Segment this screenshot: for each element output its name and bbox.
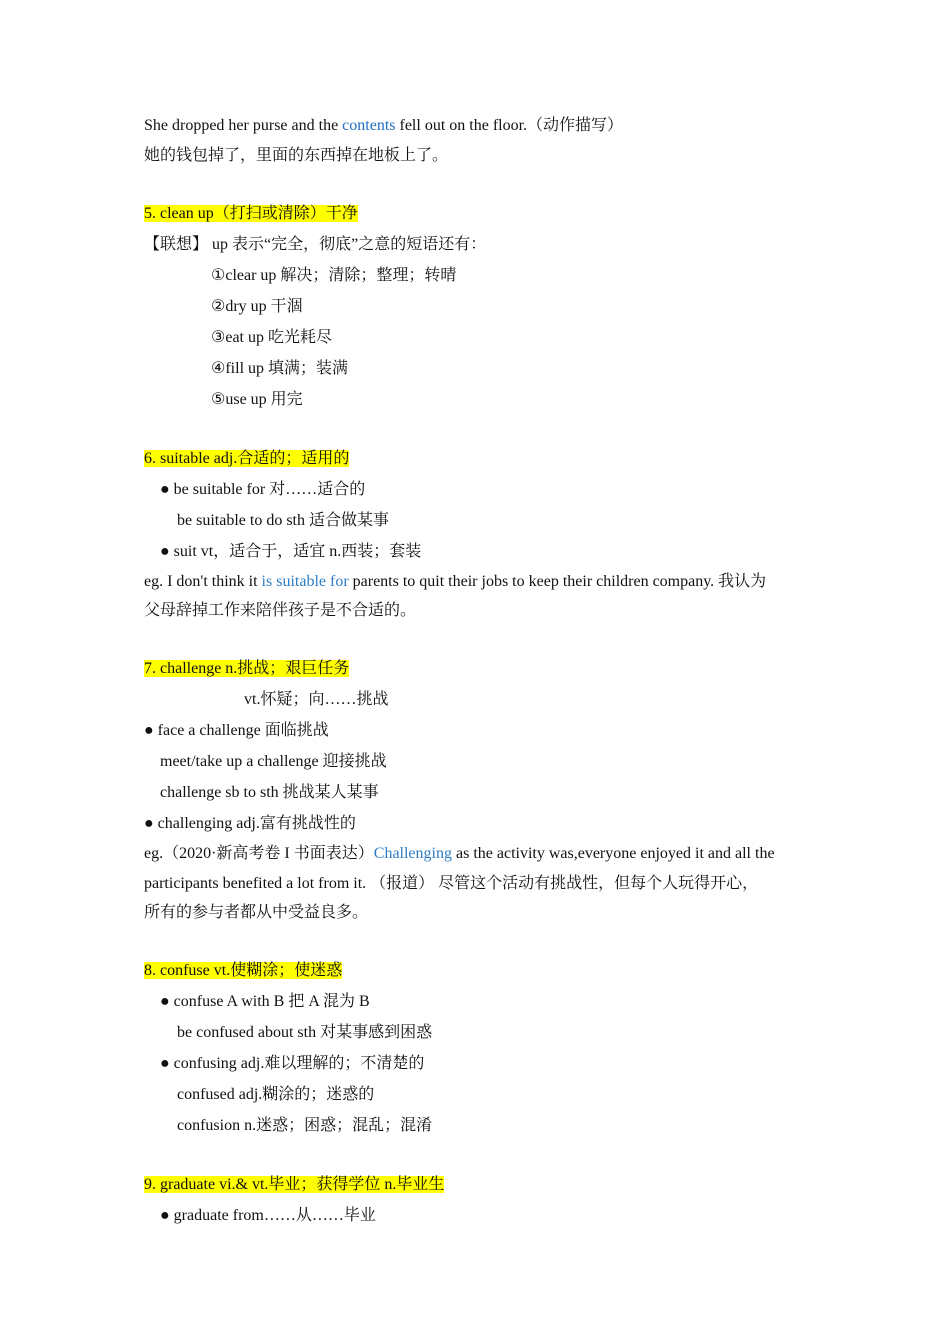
example-keyword: Challenging <box>373 845 452 862</box>
verb-meaning: vt.怀疑；向……挑战 <box>244 691 389 708</box>
heading-highlight: 9. graduate vi.& vt.毕业；获得学位 n.毕业生 <box>144 1176 445 1193</box>
example-text: She dropped her purse and the <box>144 117 343 134</box>
example-keyword: is suitable for <box>261 573 349 590</box>
heading-highlight: 5. clean up（打扫或清除）干净 <box>144 205 358 222</box>
vocab-heading-suitable <box>144 448 349 470</box>
phrase-item: ①clear up 解决；清除；整理；转晴 <box>211 267 457 284</box>
bullet-item: ● challenging adj.富有挑战性的 <box>144 815 356 832</box>
example-text: eg.（2020·新高考卷 I 书面表达） <box>144 845 374 862</box>
bullet-item: ● face a challenge 面临挑战 <box>144 722 329 739</box>
bullet-subitem: be confused about sth 对某事感到困惑 <box>177 1024 433 1041</box>
example-sentence <box>144 115 623 137</box>
bullet-item: ● be suitable for 对……适合的 <box>160 481 366 498</box>
bullet-item: ● graduate from……从……毕业 <box>160 1207 376 1224</box>
bullet-subitem: be suitable to do sth 适合做某事 <box>177 512 389 529</box>
heading-highlight: 8. confuse vt.使糊涂；使迷惑 <box>144 962 343 979</box>
heading-highlight: 7. challenge n.挑战；艰巨任务 <box>144 660 350 677</box>
example-text: fell out on the floor.（动作描写） <box>395 117 624 134</box>
phrase-item: ③eat up 吃光耗尽 <box>211 329 332 346</box>
example-translation: 所有的参与者都从中受益良多。 <box>144 904 369 921</box>
example-text: as the activity was,everyone enjoyed it and all the <box>451 845 775 862</box>
example-text: eg. I don't think it <box>144 573 262 590</box>
example-text-line: participants benefited a lot from it. （报道） 尽管这个活动有挑战性，但每个人玩得开心， <box>144 875 759 892</box>
phrase-item: ④fill up 填满；装满 <box>211 360 349 377</box>
heading-highlight: 6. suitable adj.合适的；适用的 <box>144 450 350 467</box>
example-translation: 她的钱包掉了，里面的东西掉在地板上了。 <box>144 147 449 164</box>
association-note: 【联想】 up 表示“完全，彻底”之意的短语还有： <box>144 236 487 253</box>
bullet-item: ● confuse A with B 把 A 混为 B <box>160 993 370 1010</box>
bullet-subitem: challenge sb to sth 挑战某人某事 <box>160 784 379 801</box>
example-sentence <box>144 571 766 593</box>
phrase-item: ②dry up 干涸 <box>211 298 303 315</box>
bullet-subitem: confusion n.迷惑；困惑；混乱；混淆 <box>177 1117 433 1134</box>
vocab-heading-clean-up <box>144 203 358 225</box>
bullet-subitem: meet/take up a challenge 迎接挑战 <box>160 753 387 770</box>
example-translation: 父母辞掉工作来陪伴孩子是不合适的。 <box>144 602 417 619</box>
example-sentence <box>144 843 775 865</box>
bullet-subitem: confused adj.糊涂的；迷惑的 <box>177 1086 375 1103</box>
vocab-heading-graduate <box>144 1174 444 1196</box>
bullet-item: ● confusing adj.难以理解的；不清楚的 <box>160 1055 425 1072</box>
example-text: parents to quit their jobs to keep their children company. 我认为 <box>348 573 767 590</box>
vocab-heading-challenge <box>144 658 349 680</box>
phrase-item: ⑤use up 用完 <box>211 391 303 408</box>
bullet-item: ● suit vt，适合于，适宜 n.西装；套装 <box>160 543 422 560</box>
vocab-heading-confuse <box>144 960 342 982</box>
example-keyword: contents <box>342 117 396 134</box>
